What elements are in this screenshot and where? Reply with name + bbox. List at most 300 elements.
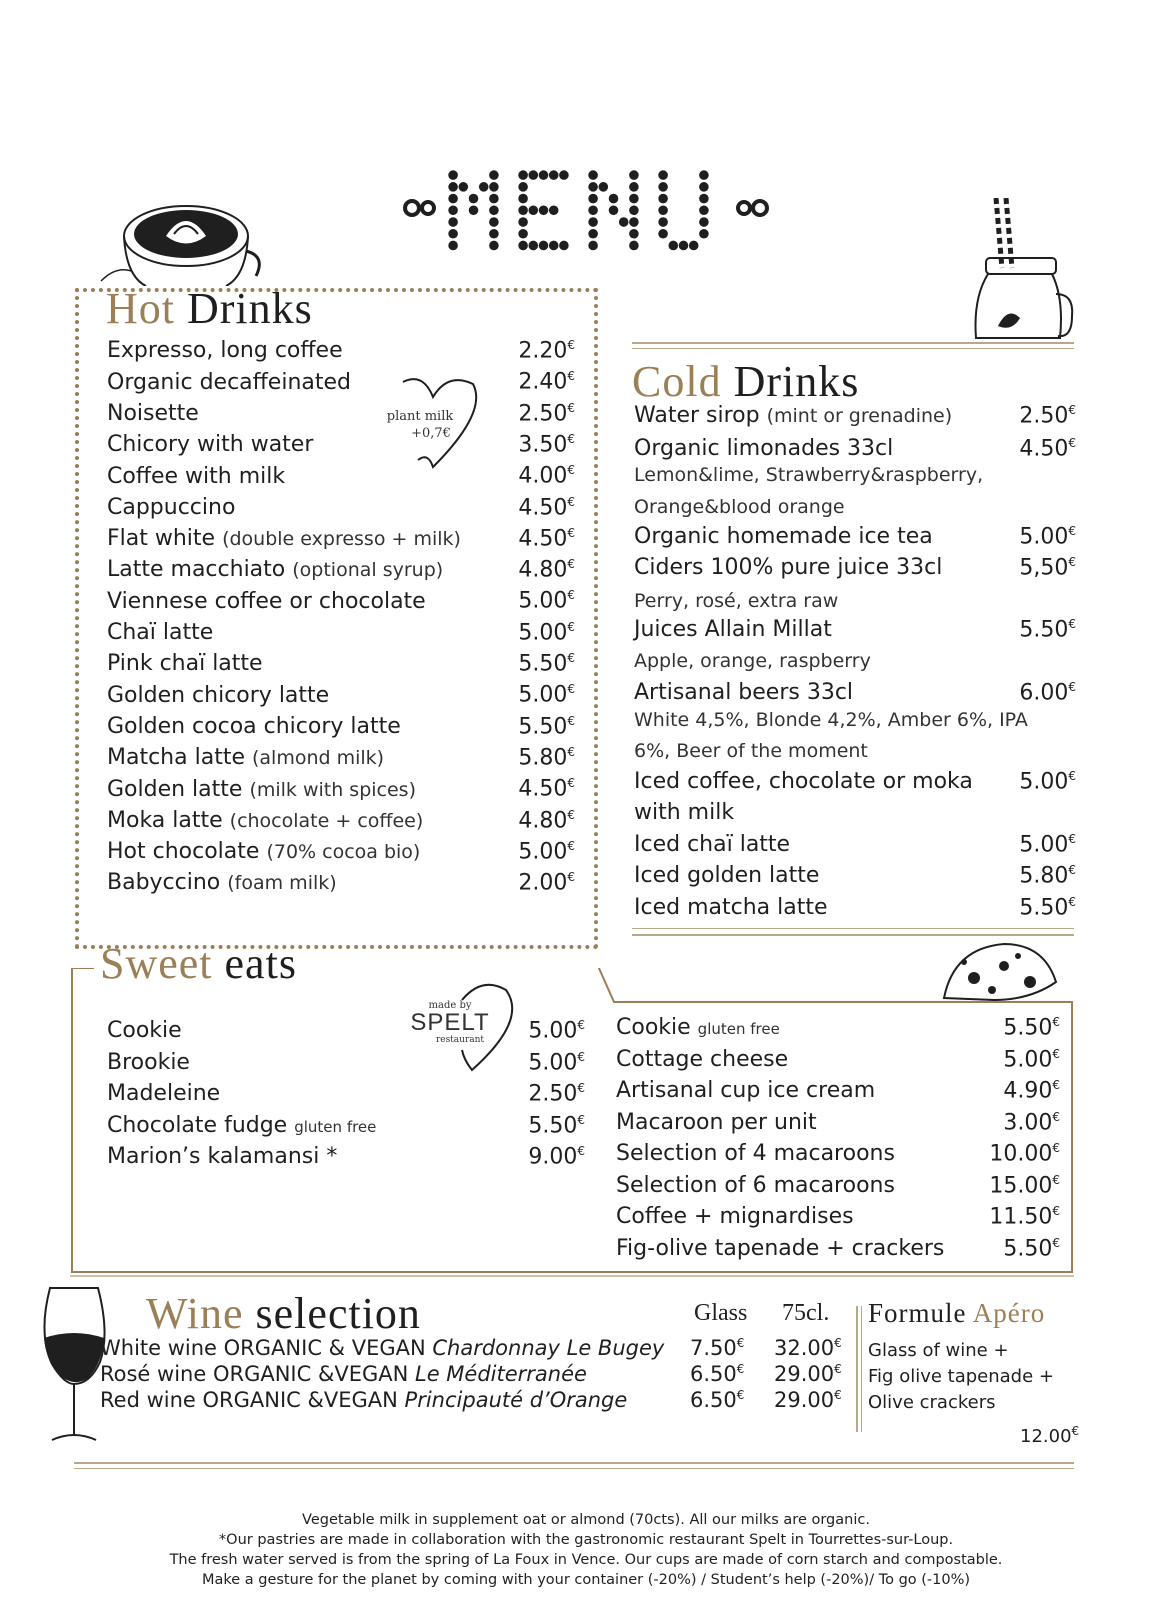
menu-item-note: (milk with spices) (249, 778, 416, 801)
menu-item-row (107, 369, 575, 394)
spelt-brand: SPELT (410, 1009, 490, 1036)
wine-name: Chardonnay Le Bugey (432, 1336, 665, 1360)
menu-item-row (616, 1204, 1060, 1229)
menu-item-name: Macaroon per unit (616, 1109, 817, 1135)
menu-item-name: Golden latte (107, 776, 243, 802)
menu-item-price: 5.00 € (528, 1050, 585, 1075)
wine-bottle-price: 29.00 € (774, 1388, 842, 1412)
menu-item-row (634, 769, 1076, 794)
menu-item-label (634, 436, 893, 461)
menu-item-row (107, 745, 575, 770)
menu-logo-dot (588, 194, 598, 204)
apero-line-3: Olive crackers (868, 1392, 996, 1413)
menu-item-name: Cottage cheese (616, 1046, 789, 1072)
menu-item-name: Juices Allain Millat (634, 617, 832, 643)
menu-logo-dot (588, 241, 598, 251)
menu-logo-dot (699, 205, 709, 215)
menu-item-name: Matcha latte (107, 745, 245, 771)
menu-item-label (107, 526, 461, 551)
menu-item-label (634, 863, 819, 888)
menu-item-row (616, 1236, 1060, 1261)
menu-item-name: Viennese coffee or chocolate (107, 588, 426, 614)
menu-item-label (634, 680, 853, 705)
cold-sub-beer-1: White 4,5%, Blonde 4,2%, Amber 6%, IPA (634, 709, 1028, 731)
menu-item-row (634, 403, 1076, 428)
menu-item-name: Chicory with water (107, 432, 314, 458)
menu-item-label (616, 1236, 944, 1261)
menu-item-name: Babyccino (107, 870, 221, 896)
menu-item-label (107, 651, 263, 676)
menu-item-name: Flat white (107, 526, 216, 552)
menu-logo-dot (539, 170, 549, 180)
menu-item-row (107, 557, 575, 582)
menu-item-label (107, 557, 443, 582)
wine-type: Rosé wine ORGANIC &VEGAN (100, 1362, 409, 1386)
menu-item-label (634, 832, 790, 857)
menu-item-name: Golden cocoa chicory latte (107, 713, 401, 739)
wine-title (146, 1288, 421, 1339)
menu-item-price: 3.00 € (1003, 1110, 1060, 1135)
menu-logo-dot (489, 194, 499, 204)
menu-item-row (107, 526, 575, 551)
menu-item-price: 4.50 € (518, 526, 575, 551)
menu-item-name: Chocolate fudge (107, 1112, 288, 1138)
footer-line-pastries: *Our pastries are made in collaboration with the gastronomic restaurant Spelt in Tourrettes-sur-Loup. (218, 1532, 954, 1548)
sweet-title-word-2: eats (224, 939, 297, 988)
menu-item-name: Fig-olive tapenade + crackers (616, 1235, 945, 1261)
footer-line-1 (74, 1462, 1074, 1464)
menu-logo-dot (679, 241, 689, 251)
cold-bottom-line-2 (632, 934, 1074, 936)
menu-item-name: Coffee + mignardises (616, 1204, 854, 1230)
menu-item-label (107, 1081, 220, 1106)
menu-item-label (616, 1078, 875, 1103)
menu-item-price: 5.50 € (1019, 895, 1076, 920)
wine-col-glass: Glass (694, 1300, 748, 1326)
menu-logo-dot (629, 205, 639, 215)
menu-item-name: Selection of 4 macaroons (616, 1141, 895, 1167)
wine-bottle-price: 29.00 € (774, 1362, 842, 1386)
menu-logo-dot (549, 241, 559, 251)
menu-logo-dot (559, 170, 569, 180)
menu-item-label (107, 401, 199, 426)
menu-item-row (107, 682, 575, 707)
menu-item-name: Hot chocolate (107, 839, 260, 865)
menu-item-name: Iced chaï latte (634, 832, 791, 858)
hot-drinks-title (106, 283, 313, 334)
menu-item-row (107, 1144, 585, 1169)
menu-item-name: Organic limonades 33cl (634, 436, 894, 462)
menu-item-label (634, 555, 942, 580)
menu-logo-dot (448, 229, 458, 239)
cold-top-line-1 (632, 342, 1074, 344)
menu-item-price: 4.50 € (518, 776, 575, 801)
menu-item-label (107, 338, 343, 363)
menu-logo-dot (629, 229, 639, 239)
menu-item-price: 5.00 € (518, 588, 575, 613)
menu-item-name: Coffee with milk (107, 463, 286, 489)
menu-logo-dot (529, 205, 539, 215)
apero-title (868, 1298, 1045, 1329)
menu-item-label (107, 464, 285, 489)
menu-item-name: Madeleine (107, 1081, 221, 1107)
menu-logo-dot (448, 241, 458, 251)
wine-title-word-2: selection (255, 1289, 421, 1338)
menu-logo-dot (489, 170, 499, 180)
menu-item-row (634, 832, 1076, 857)
menu-item-row (634, 436, 1076, 461)
menu-item-label (616, 1173, 895, 1198)
menu-item-label (616, 1047, 788, 1072)
menu-item-note: gluten free (294, 1117, 377, 1136)
menu-item-price: 5.50 € (528, 1113, 585, 1138)
menu-logo-dot (518, 229, 528, 239)
menu-logo-dot (699, 217, 709, 227)
menu-logo-dot (448, 205, 458, 215)
menu-item-row (616, 1173, 1060, 1198)
menu-item-label (107, 745, 384, 770)
menu-item-name: Artisanal beers 33cl (634, 680, 854, 706)
wine-glass-price: 6.50 € (690, 1362, 744, 1386)
cold-sub-limonade-1: Lemon&lime, Strawberry&raspberry, (634, 464, 984, 486)
menu-item-row (616, 1078, 1060, 1103)
menu-item-label (634, 769, 973, 794)
footer-line-milk: Vegetable milk in supplement oat or almond (70cts). All our milks are organic. (302, 1512, 870, 1528)
menu-logo-dot (658, 194, 668, 204)
menu-item-name: Moka latte (107, 807, 223, 833)
menu-item-price: 5.00 € (528, 1018, 585, 1043)
plant-milk-price: +0,7€ (411, 426, 451, 441)
menu-logo-dot (448, 170, 458, 180)
menu-logo-dot (489, 241, 499, 251)
menu-item-label (107, 1050, 190, 1075)
menu-logo-dot (619, 217, 629, 227)
cold-sub-cider: Perry, rosé, extra raw (634, 590, 839, 612)
hot-title-word-1: Hot (106, 284, 175, 333)
menu-item-row (107, 1081, 585, 1106)
menu-item-label (107, 777, 416, 802)
menu-item-name: Chaï latte (107, 620, 214, 646)
menu-item-name: Iced matcha latte (634, 895, 828, 921)
menu-item-row (634, 555, 1076, 580)
menu-logo-dot (699, 170, 709, 180)
sweet-title-word-1: Sweet (100, 939, 213, 988)
menu-logo-dot (658, 182, 668, 192)
menu-logo-dot (469, 205, 479, 215)
menu-item-name: Organic decaffeinated (107, 369, 351, 395)
menu-item-label (107, 495, 235, 520)
menu-item-row (634, 617, 1076, 642)
menu-logo-dot (699, 182, 709, 192)
menu-item-name: Iced coffee, chocolate or moka (634, 769, 973, 795)
apero-line-1: Glass of wine + (868, 1340, 1009, 1361)
menu-item-price: 2.00 € (518, 870, 575, 895)
menu-item-row (107, 401, 575, 426)
menu-logo-dot (658, 205, 668, 215)
menu-item-row (616, 1047, 1060, 1072)
menu-item-name: Artisanal cup ice cream (616, 1078, 876, 1104)
hot-title-word-2: Drinks (187, 284, 313, 333)
menu-item-row (616, 1110, 1060, 1135)
spelt-note (404, 1000, 496, 1045)
menu-logo-dot (489, 217, 499, 227)
menu-logo-dot (609, 194, 619, 204)
menu-item-price: 2.50 € (518, 401, 575, 426)
menu-logo-dot (518, 182, 528, 192)
footer-line-2 (74, 1468, 1074, 1469)
menu-item-price: 2.20 € (518, 338, 575, 363)
menu-logo-dot (658, 170, 668, 180)
menu-item-price: 5.50 € (1019, 617, 1076, 642)
menu-item-note: (optional syrup) (292, 559, 444, 582)
apero-price: 12.00 € (1020, 1424, 1079, 1447)
menu-logo-dot (559, 241, 569, 251)
menu-logo-dot (539, 205, 549, 215)
menu-item-price: 11.50 € (989, 1204, 1060, 1229)
menu-logo-dot (539, 241, 549, 251)
apero-divider-2 (861, 1306, 862, 1432)
menu-item-price: 4.80 € (518, 557, 575, 582)
menu-item-name: Expresso, long coffee (107, 338, 343, 364)
menu-item-price: 5.00 € (518, 682, 575, 707)
menu-logo-dot (629, 182, 639, 192)
menu-logo-dot (549, 205, 559, 215)
footer-line-water: The fresh water served is from the spring of La Foux in Vence. Our cups are made of corn starch and compostable. (169, 1552, 1003, 1568)
wine-name: Principauté d’Orange (404, 1388, 628, 1412)
menu-logo-dot (459, 182, 469, 192)
footer-notes (70, 1510, 1102, 1590)
menu-item-name: Latte macchiato (107, 557, 286, 583)
menu-item-row (107, 432, 575, 457)
menu-item-note: (chocolate + coffee) (229, 809, 424, 832)
menu-item-label (616, 1110, 817, 1135)
menu-item-note: (double expresso + milk) (222, 528, 461, 551)
menu-item-note: gluten free (697, 1020, 780, 1039)
menu-item-name: Noisette (107, 400, 199, 426)
menu-logo-dot (588, 217, 598, 227)
menu-item-price: 3.50 € (518, 432, 575, 457)
menu-item-row (107, 588, 575, 613)
plant-milk-label: plant milk (386, 409, 454, 424)
menu-item-price: 5.50 € (1003, 1236, 1060, 1261)
menu-item-price: 5.00 € (518, 839, 575, 864)
menu-item-name: Selection of 6 macaroons (616, 1172, 895, 1198)
menu-item-note: (foam milk) (227, 872, 337, 895)
menu-logo-dot (669, 241, 679, 251)
menu-logo-dot (518, 241, 528, 251)
wine-type: Red wine ORGANIC &VEGAN (100, 1388, 398, 1412)
menu-item-name: Iced golden latte (634, 863, 820, 889)
cold-sub-iced-coffee: with milk (634, 800, 735, 825)
menu-logo-dot (518, 194, 528, 204)
menu-item-label (107, 1144, 337, 1169)
menu-item-row (107, 338, 575, 363)
menu-item-name: Cookie (616, 1015, 691, 1041)
menu-item-name: Cookie (107, 1018, 182, 1044)
menu-item-price: 9.00 € (528, 1144, 585, 1169)
menu-item-name: Water sirop (634, 403, 760, 429)
menu-logo-dot (629, 194, 639, 204)
cold-bottom-line-1 (632, 928, 1074, 929)
cookie-icon (934, 938, 1064, 1004)
menu-item-row (616, 1141, 1060, 1166)
coffee-cup-icon (96, 196, 266, 286)
menu-item-price: 2.50 € (528, 1081, 585, 1106)
menu-item-price: 4.50 € (518, 495, 575, 520)
menu-logo-dot (699, 229, 709, 239)
menu-logo-dot (629, 241, 639, 251)
cold-top-line-2 (632, 348, 1074, 349)
menu-logo-dot (489, 229, 499, 239)
menu-item-label (634, 895, 828, 920)
menu-logo-dot (549, 170, 559, 180)
menu-item-row (107, 870, 575, 895)
menu-logo-dot (699, 194, 709, 204)
menu-item-label (107, 432, 313, 457)
cold-drinks-title (632, 356, 859, 407)
menu-logo-dot (609, 205, 619, 215)
wine-row (100, 1336, 664, 1360)
apero-line-2: Fig olive tapenade + (868, 1366, 1054, 1387)
menu-item-name: Pink chaï latte (107, 651, 263, 677)
menu-item-row (107, 620, 575, 645)
plant-milk-note (380, 408, 460, 442)
menu-item-label (634, 617, 832, 642)
menu-item-label (107, 808, 423, 833)
menu-logo-dot (469, 194, 479, 204)
menu-item-name: Cappuccino (107, 494, 236, 520)
menu-logo-dot (479, 182, 489, 192)
menu-item-label (616, 1204, 854, 1229)
menu-item-label (107, 870, 337, 895)
wine-name: Le Méditerranée (415, 1362, 587, 1386)
menu-item-price: 5.50 € (518, 714, 575, 739)
menu-item-name: Golden chicory latte (107, 682, 330, 708)
menu-logo (400, 160, 772, 260)
menu-item-price: 5.00 € (518, 620, 575, 645)
menu-logo-dot (448, 182, 458, 192)
menu-item-row (107, 1113, 585, 1138)
menu-item-label (107, 714, 401, 739)
spelt-sub: restaurant (435, 1035, 485, 1045)
wine-glass-price: 7.50 € (690, 1336, 744, 1360)
menu-item-price: 5.50 € (1003, 1015, 1060, 1040)
cold-sub-limonade-2: Orange&blood orange (634, 496, 845, 518)
menu-logo-dot (599, 182, 609, 192)
menu-logo-dot (448, 217, 458, 227)
menu-item-row (107, 463, 575, 488)
menu-item-label (634, 524, 933, 549)
wine-row (100, 1362, 587, 1386)
menu-item-label (107, 1113, 376, 1138)
menu-item-name: Ciders 100% pure juice 33cl (634, 555, 943, 581)
cold-sub-beer-2: 6%, Beer of the moment (634, 740, 868, 762)
menu-item-label (107, 839, 420, 864)
menu-item-row (634, 895, 1076, 920)
menu-item-row (634, 863, 1076, 888)
menu-item-label (634, 403, 952, 428)
wine-type: White wine ORGANIC & VEGAN (100, 1336, 426, 1360)
menu-item-price: 4.00 € (518, 463, 575, 488)
menu-item-price: 5.00 € (1003, 1047, 1060, 1072)
menu-item-price: 5.00 € (1019, 832, 1076, 857)
menu-item-row (107, 495, 575, 520)
cold-title-word-1: Cold (632, 357, 722, 406)
wine-row (100, 1388, 627, 1412)
menu-item-row (634, 524, 1076, 549)
menu-logo-dot (658, 229, 668, 239)
menu-item-name: Marion’s kalamansi * (107, 1144, 338, 1170)
menu-item-label (616, 1141, 895, 1166)
menu-item-row (107, 714, 575, 739)
menu-item-note: (70% cocoa bio) (266, 841, 421, 864)
menu-item-note: (mint or grenadine) (766, 405, 953, 428)
menu-item-label (107, 589, 426, 614)
menu-item-label (107, 370, 351, 395)
menu-logo-dot (529, 241, 539, 251)
cold-sub-juice: Apple, orange, raspberry (634, 650, 871, 672)
menu-item-label (107, 620, 213, 645)
menu-item-row (107, 808, 575, 833)
menu-logo-dot (518, 170, 528, 180)
menu-logo-dot (518, 205, 528, 215)
wine-glass-price: 6.50 € (690, 1388, 744, 1412)
menu-item-row (107, 776, 575, 801)
menu-item-price: 5.50 € (518, 651, 575, 676)
menu-logo-dot (489, 182, 499, 192)
menu-logo-dot (629, 170, 639, 180)
wine-bottle-price: 32.00 € (774, 1336, 842, 1360)
menu-item-price: 5.00 € (1019, 769, 1076, 794)
menu-logo-dot (518, 217, 528, 227)
footer-line-planet: Make a gesture for the planet by coming with your container (-20%) / Student’s help (-20%)/ To go (-10%) (201, 1572, 971, 1588)
menu-logo-dot (629, 217, 639, 227)
cold-title-word-2: Drinks (733, 357, 860, 406)
menu-logo-dot (588, 182, 598, 192)
menu-item-price: 6.00 € (1019, 680, 1076, 705)
menu-item-price: 4.50 € (1019, 436, 1076, 461)
menu-logo-dot (489, 205, 499, 215)
menu-item-note: (almond milk) (251, 747, 385, 770)
wine-title-word-1: Wine (146, 1289, 244, 1338)
menu-item-price: 5.80 € (1019, 863, 1076, 888)
menu-item-row (107, 839, 575, 864)
wine-col-bottle: 75cl. (782, 1300, 830, 1326)
menu-item-row (616, 1015, 1060, 1040)
menu-item-price: 5,50 € (1019, 555, 1076, 580)
menu-item-price: 4.90 € (1003, 1078, 1060, 1103)
menu-logo-dot (689, 241, 699, 251)
menu-item-price: 4.80 € (518, 808, 575, 833)
menu-logo-dot (588, 229, 598, 239)
menu-item-name: Organic homemade ice tea (634, 524, 933, 550)
menu-item-price: 5.80 € (518, 745, 575, 770)
menu-item-name: Brookie (107, 1049, 190, 1075)
jar-drink-icon (968, 198, 1078, 344)
menu-item-row (107, 651, 575, 676)
sweet-eats-title (100, 938, 297, 989)
spelt-made-by: made by (428, 1000, 472, 1011)
menu-item-row (634, 680, 1076, 705)
menu-item-price: 2.50 € (1019, 403, 1076, 428)
apero-divider (856, 1306, 858, 1432)
menu-logo-dot (529, 170, 539, 180)
menu-item-price: 15.00 € (989, 1173, 1060, 1198)
menu-item-price: 10.00 € (989, 1141, 1060, 1166)
menu-logo-dot (588, 205, 598, 215)
menu-item-label (107, 683, 329, 708)
menu-item-price: 5.00 € (1019, 524, 1076, 549)
